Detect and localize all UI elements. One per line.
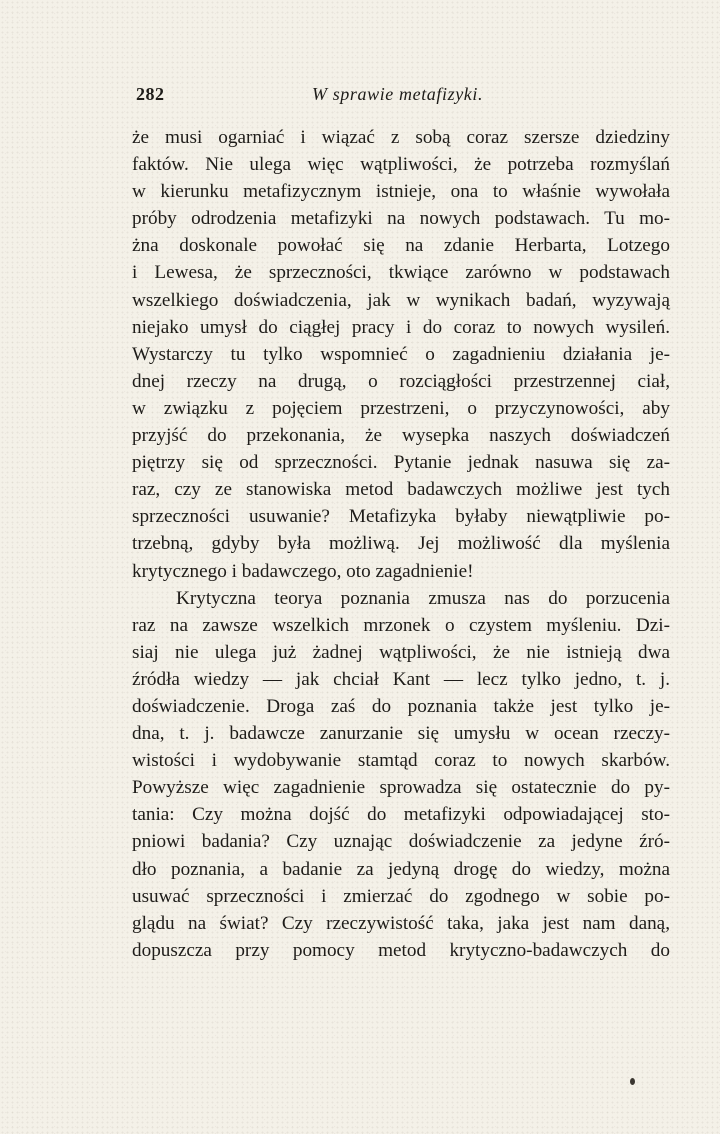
running-title: W sprawie metafizyki. (312, 84, 484, 104)
text-line: siaj nie ulega już żadnej wątpliwości, że nie istnieją dwa (132, 641, 670, 663)
text-line: dło poznania, a badanie za jedyną drogę do wiedzy, można (132, 858, 670, 880)
paragraph-2 (132, 585, 670, 964)
text-line: próby odrodzenia metafizyki na nowych podstawach. Tu mo- (132, 208, 670, 230)
text-line: pniowi badania? Czy uznając doświadczenie za jedyne źró- (132, 831, 670, 853)
text-line: doświadczenie. Droga zaś do poznania także jest tylko je- (132, 695, 670, 717)
text-line: i Lewesa, że sprzeczności, tkwiące zarówno w podstawach (132, 262, 670, 284)
page-number: 282 (136, 84, 165, 104)
text-line: trzebną, gdyby była możliwą. Jej możliwość dla myślenia (132, 533, 670, 555)
body-text (132, 124, 670, 964)
text-line: sprzeczności usuwanie? Metafizyka byłaby niewątpliwie po- (132, 506, 670, 528)
text-line: wistości i wydobywanie stamtąd coraz to nowych skarbów. (132, 750, 670, 772)
page-header (136, 84, 670, 110)
text-line: tania: Czy można dojść do metafizyki odpowiadającej sto- (132, 804, 670, 826)
text-line: wszelkiego doświadczenia, jak w wynikach badań, wyzywają (132, 289, 670, 311)
text-line: Powyższe więc zagadnienie sprowadza się ostatecznie do py- (132, 777, 670, 799)
text-line: dopuszcza przy pomocy metod krytyczno-badawczych do (132, 939, 670, 961)
text-line: niejako umysł do ciągłej pracy i do coraz to nowych wysileń. (132, 316, 670, 338)
text-line: piętrzy się od sprzeczności. Pytanie jednak nasuwa się za- (132, 452, 670, 474)
text-line: w związku z pojęciem przestrzeni, o przyczynowości, aby (132, 397, 670, 419)
text-line: przyjść do przekonania, że wysepka naszych doświadczeń (132, 425, 670, 447)
text-line: dna, t. j. badawcze zanurzanie się umysłu w ocean rzeczy- (132, 723, 670, 745)
text-line: krytycznego i badawczego, oto zagadnienie! (132, 560, 474, 582)
text-line: faktów. Nie ulega więc wątpliwości, że potrzeba rozmyślań (132, 154, 670, 176)
text-line: glądu na świat? Czy rzeczywistość taka, jaka jest nam daną, (132, 912, 670, 934)
ink-speck (630, 1078, 635, 1085)
text-line: dnej rzeczy na drugą, o rozciągłości przestrzennej ciał, (132, 370, 670, 392)
text-line: że musi ogarniać i wiązać z sobą coraz szersze dziedziny (132, 127, 670, 148)
text-line: żna doskonale powołać się na zdanie Herbarta, Lotzego (132, 235, 670, 257)
text-line: Krytyczna teorya poznania zmusza nas do porzucenia (176, 587, 670, 609)
text-line: źródła wiedzy — jak chciał Kant — lecz tylko jedno, t. j. (132, 668, 670, 690)
text-line: usuwać sprzeczności i zmierzać do zgodnego w sobie po- (132, 885, 670, 907)
paragraph-1 (132, 124, 670, 585)
text-line: raz, czy ze stanowiska metod badawczych możliwe jest tych (132, 479, 670, 501)
text-line: Wystarczy tu tylko wspomnieć o zagadnieniu działania je- (132, 343, 670, 365)
text-line: raz na zawsze wszelkich mrzonek o czystem myśleniu. Dzi- (132, 614, 670, 636)
text-line: w kierunku metafizycznym istnieje, ona to właśnie wywołała (132, 181, 670, 203)
